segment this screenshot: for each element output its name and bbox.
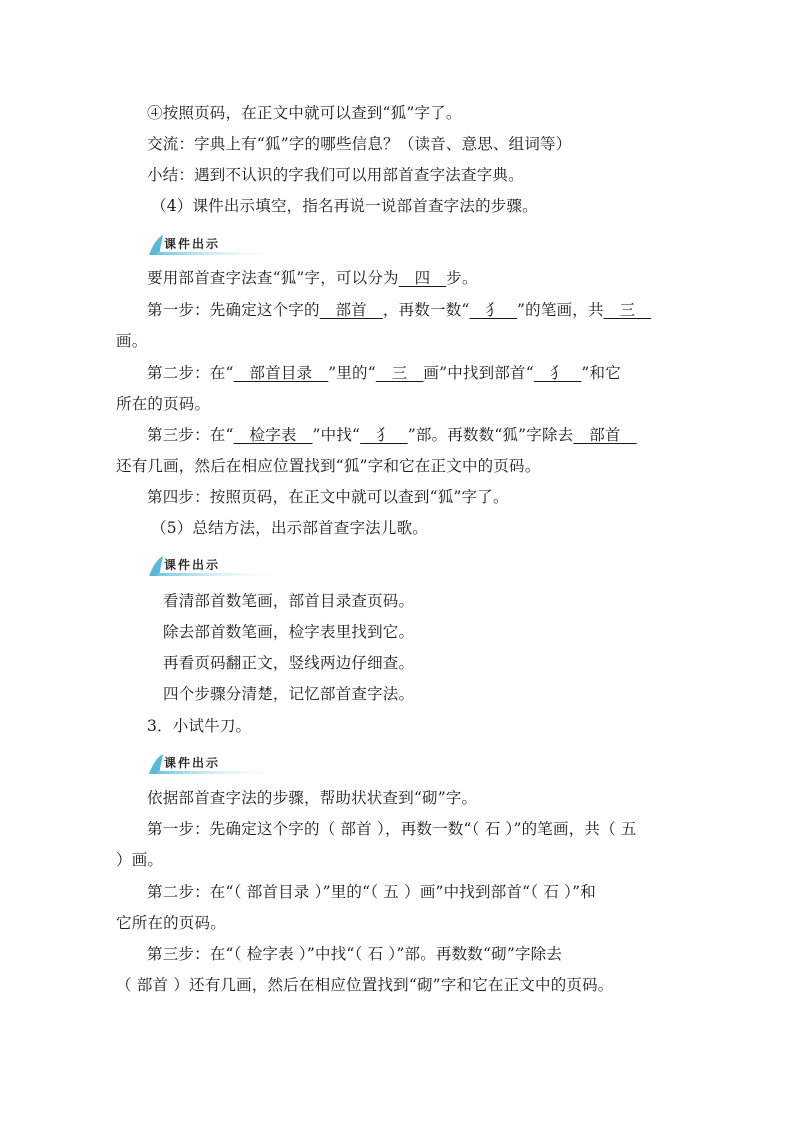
text-line: 交流：字典上有“狐”字的哪些信息？（读音、意思、组词等） bbox=[147, 135, 572, 153]
fill-blank: __犭__ bbox=[360, 426, 408, 444]
text-line: 第一步：先确定这个字的（ 部首 ），再数一数“（ 石 ）”的笔画，共（ 五 bbox=[147, 820, 637, 838]
courseware-banner bbox=[147, 554, 297, 578]
banner-label: 课件出示 bbox=[164, 237, 221, 251]
fill-blank: __犭__ bbox=[533, 364, 582, 382]
courseware-banner bbox=[147, 752, 297, 776]
banner-label: 课件出示 bbox=[164, 756, 221, 770]
text-line: 画。 bbox=[116, 332, 148, 350]
text-line: 第四步：按照页码，在正文中就可以查到“狐”字了。 bbox=[147, 488, 509, 506]
text-line: 3．小试牛刀。 bbox=[147, 717, 252, 735]
text-line: 要用部首查字法查“狐”字，可以分为__四__步。 bbox=[147, 269, 478, 287]
text-line: （4）课件出示填空，指名再说一说部首查字法的步骤。 bbox=[151, 197, 538, 215]
fill-blank: __犭__ bbox=[469, 301, 518, 319]
text-line: 第二步：在“（ 部首目录 ）”里的“（ 五 ）画”中找到部首“（ 石 ）”和 bbox=[147, 883, 596, 901]
text-line: （ 部首 ）还有几画，然后在相应位置找到“砌”字和它在正文中的页码。 bbox=[116, 976, 614, 994]
fill-blank: __部首__ bbox=[319, 301, 383, 319]
text-line: 它所在的页码。 bbox=[116, 914, 226, 932]
fill-blank: __部首目录__ bbox=[233, 364, 329, 382]
text-line: 第三步：在“（ 检字表 ）”中找“（ 石 ）”部。再数数“砌”字除去 bbox=[147, 945, 563, 963]
text-line: 第三步：在“__检字表__”中找“__犭__”部。再数数“狐”字除去__部首__ bbox=[147, 426, 637, 444]
text-line: ）画。 bbox=[116, 851, 164, 869]
text-line: 第一步：先确定这个字的__部首__，再数一数“__犭__”的笔画，共__三__ bbox=[147, 301, 652, 319]
fill-blank: __四__ bbox=[398, 269, 447, 287]
text-line: （5）总结方法，出示部首查字法儿歌。 bbox=[151, 519, 428, 537]
courseware-banner bbox=[147, 233, 297, 257]
text-line: 第二步：在“__部首目录__”里的“__三__画”中找到部首“__犭__”和它 bbox=[147, 364, 621, 382]
banner-label: 课件出示 bbox=[164, 558, 221, 572]
fill-blank: __部首__ bbox=[573, 426, 637, 444]
rhyme-line: 四个步骤分清楚，记忆部首查字法。 bbox=[163, 685, 415, 703]
text-line: ④按照页码，在正文中就可以查到“狐”字了。 bbox=[147, 104, 462, 122]
rhyme-line: 看清部首数笔画，部首目录查页码。 bbox=[163, 592, 415, 610]
text-line: 依据部首查字法的步骤，帮助状状查到“砌”字。 bbox=[147, 789, 478, 807]
fill-blank: __三__ bbox=[603, 301, 652, 319]
text-line: 所在的页码。 bbox=[116, 395, 211, 413]
fill-blank: __检字表__ bbox=[233, 426, 313, 444]
rhyme-line: 除去部首数笔画，检字表里找到它。 bbox=[163, 623, 415, 641]
text-line: 还有几画，然后在相应位置找到“狐”字和它在正文中的页码。 bbox=[116, 457, 541, 475]
fill-blank: __三__ bbox=[375, 364, 424, 382]
text-line: 小结：遇到不认识的字我们可以用部首查字法查字典。 bbox=[147, 166, 524, 184]
rhyme-line: 再看页码翻正文，竖线两边仔细查。 bbox=[163, 654, 415, 672]
